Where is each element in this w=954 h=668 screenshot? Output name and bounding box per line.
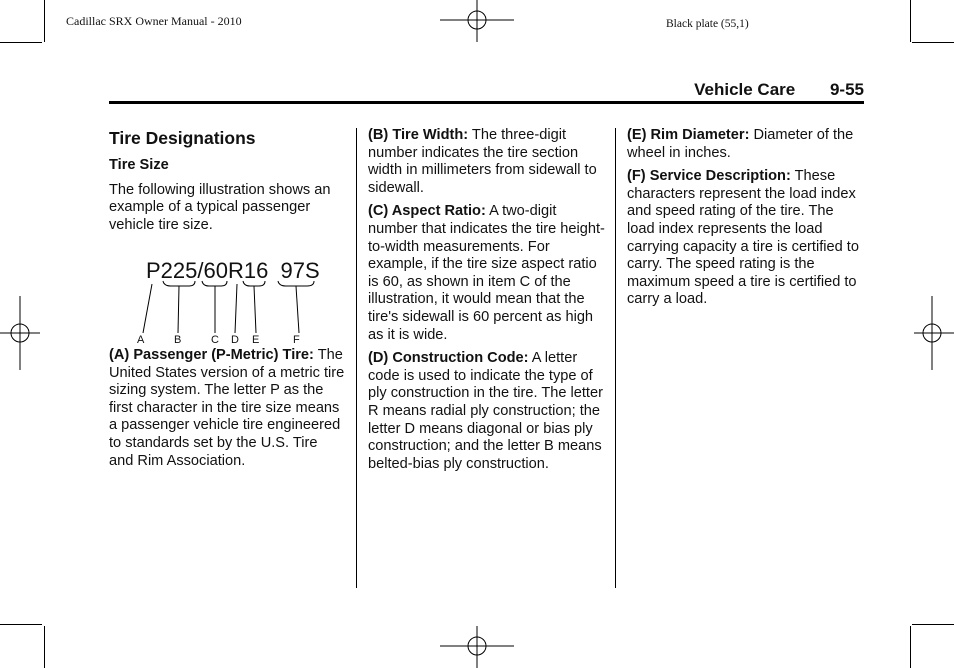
item-d-text: A letter code is used to indicate the type of ply construction in the tire. The letter R means radial ply construction; the letter D means diagonal or bias ply construction; and the letter B means belted-bias ply construction. (368, 350, 603, 472)
column-divider (615, 128, 616, 588)
label-d: D (231, 334, 239, 346)
crop-mark (44, 0, 45, 42)
crop-mark (0, 42, 42, 43)
column-2 (368, 127, 606, 479)
item-c-text: A two-digit number that indicates the tire height-to-width measurements. For example, if the tire size aspect ratio is 60, as shown in item C of the illustration, it would mean that the tire's sidewall is 60 percent as high as it is wide. (368, 203, 605, 343)
tire-diagram-svg (109, 254, 349, 348)
label-e: E (252, 334, 260, 346)
subheading: Tire Size (109, 157, 169, 173)
column-3 (627, 127, 863, 315)
item-f-text: These characters represent the load index and speed rating of the tire. The load index represents the load carrying capacity a tire is certified to carry. The speed rating is the maximum speed a tire is certified to carry a load. (627, 168, 859, 308)
pointer-e (254, 286, 256, 333)
registration-mark-icon (0, 296, 42, 370)
item-e-text: Diameter of the wheel in inches. (627, 127, 854, 161)
registration-mark-icon (440, 624, 514, 668)
pointer-f (296, 286, 299, 333)
manual-title: Cadillac SRX Owner Manual - 2010 (66, 14, 242, 28)
section-header (694, 80, 864, 100)
label-b: B (174, 334, 182, 346)
registration-mark-icon (912, 296, 954, 370)
plate-label: Black plate (55,1) (666, 18, 749, 30)
header-rule (109, 101, 864, 104)
label-c: C (211, 334, 219, 346)
crop-mark (910, 626, 911, 668)
column-1-lower (109, 347, 345, 476)
label-f: F (293, 334, 300, 346)
item-d-term: (D) Construction Code: (368, 350, 529, 367)
column-1 (109, 128, 345, 240)
pointer-a (143, 284, 152, 333)
page-number: 9-55 (829, 80, 864, 99)
item-f-term: (F) Service Description: (627, 168, 791, 185)
item-b-term: (B) Tire Width: (368, 127, 469, 143)
pointer-d (235, 284, 237, 333)
label-a: A (137, 334, 145, 346)
item-b (368, 127, 606, 197)
item-e-term: (E) Rim Diameter: (627, 127, 750, 143)
item-c-term: (C) Aspect Ratio: (368, 203, 486, 220)
page-title: Tire Designations (109, 128, 256, 148)
item-a-term: (A) Passenger (P-Metric) Tire: (109, 347, 314, 363)
intro-paragraph: The following illustration shows an example of a typical passenger vehicle tire size. (109, 181, 331, 233)
item-d (368, 350, 606, 473)
crop-mark (912, 42, 954, 43)
crop-mark (44, 626, 45, 668)
pointer-b (178, 286, 179, 333)
item-a (109, 347, 345, 470)
crop-mark (0, 624, 42, 625)
registration-mark-icon (440, 0, 514, 44)
tire-code: P225/60R16 97S (146, 258, 320, 283)
item-e (627, 127, 863, 162)
section-title: Vehicle Care (694, 80, 796, 99)
item-f (627, 168, 863, 309)
item-c (368, 203, 606, 344)
tire-size-diagram (109, 254, 349, 348)
crop-mark (910, 0, 911, 42)
column-divider (356, 128, 357, 588)
item-b-text: The three-digit number indicates the tire section width in millimeters from sidewall to sidewall. (368, 127, 597, 196)
item-a-text: The United States version of a metric tire sizing system. The letter P as the first character in the tire size means a passenger vehicle tire engineered to standards set by the U.S. Tire and Rim Association. (109, 347, 345, 469)
crop-mark (912, 624, 954, 625)
